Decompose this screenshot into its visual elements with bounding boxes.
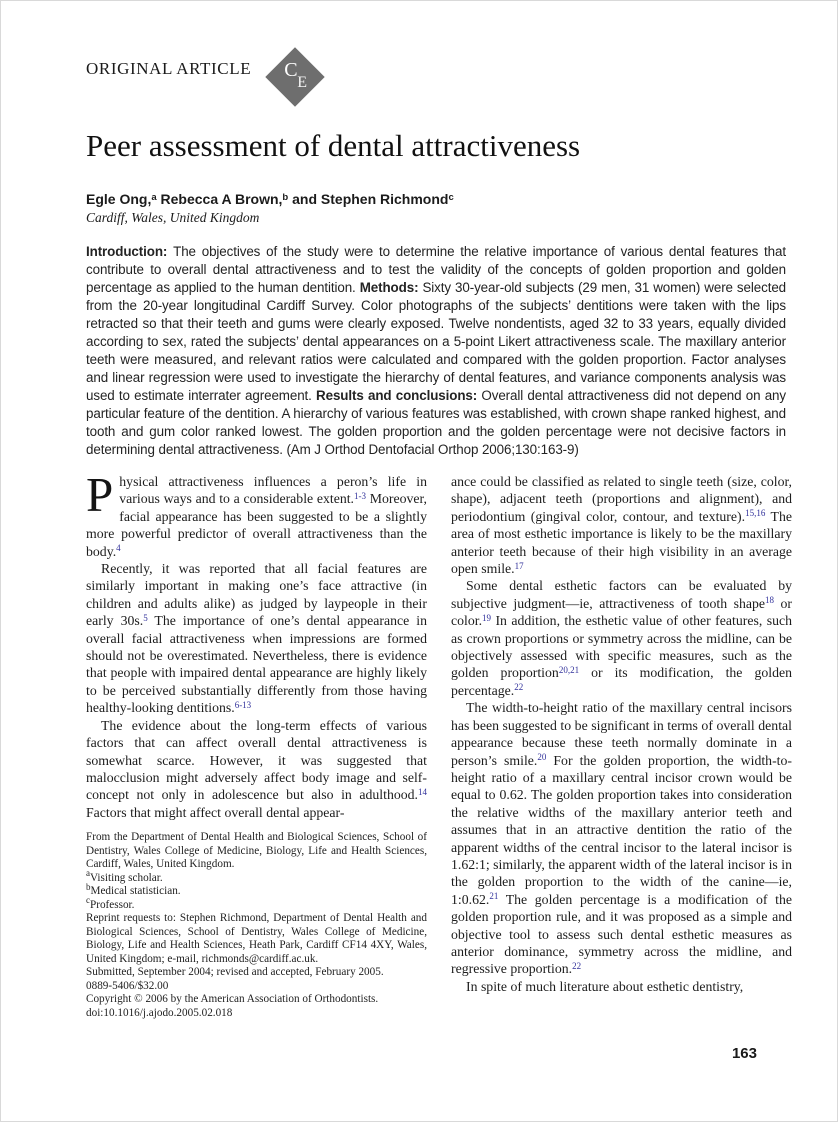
reference-superscript: 20 <box>537 752 547 762</box>
footnote-line: 0889-5406/$32.00 <box>86 979 169 992</box>
page-content <box>86 53 792 1020</box>
paragraph: The evidence about the long-term effects of various factors that can affect overall dental attractiveness is somewhat scarce. However, it was suggested that malocclusion might adversely affect body image and self-concept not only in adolescence but also in adulthood.$^{14}$ Factors that might affect overall dental appear- <box>86 717 427 820</box>
reference-superscript: 5 <box>143 612 148 623</box>
footnote-line: doi:10.1016/j.ajodo.2005.02.018 <box>86 1006 233 1019</box>
footnotes-block <box>86 831 427 1020</box>
ce-letter-c: C <box>284 59 298 81</box>
paragraph: Recently, it was reported that all facial features are similarly important in making one’s face attractive (in children and adults alike) as judged by laypeople in their early 30s.$^5$ The importance of one’s dental appearance in overall facial attractiveness when impressions are formed should not be overestimated. Nevertheless, there is evidence that people with impaired dental appearance are highly likely to be perceived substantially differently from those having healthy-looking dentitions.$^{6-13}$ <box>86 561 427 716</box>
ce-letter-e: E <box>297 74 307 91</box>
reference-superscript: c <box>448 192 454 203</box>
footnote-line: $^c$Professor. <box>86 895 135 911</box>
reference-superscript: 15,16 <box>745 508 766 519</box>
left-column <box>86 467 427 1020</box>
authors-line: Egle Ong,$^a$ Rebecca A Brown,$^b$ and Stephen Richmond$^c$ <box>86 191 454 207</box>
reference-superscript: 19 <box>482 612 492 623</box>
reference-superscript: 17 <box>514 560 524 571</box>
article-title: Peer assessment of dental attractiveness <box>86 128 581 163</box>
reference-superscript: 1-3 <box>354 490 367 501</box>
reference-superscript: a <box>86 868 90 879</box>
footnote-line: Copyright © 2006 by the American Association of Orthodontists. <box>86 993 379 1006</box>
reference-superscript: 6-13 <box>234 699 252 710</box>
ce-logo <box>263 47 327 107</box>
reference-superscript: 20,21 <box>558 664 580 675</box>
reference-superscript: c <box>86 895 90 906</box>
abstract-paragraph: Introduction: The objectives of the study were to determine the relative importance of various dental features that contribute to overall dental attractiveness and to test the validity of the concepts of golden proportion and golden percentage as applied to the human dentition. Methods: Sixty 30-year-old subjects (29 men, 31 women) were selected from the 20-year longitudinal Cardiff Survey. Color photographs of the subjects’ dentitions were taken with the lips retracted so that their teeth and gums were clearly exposed. Twelve nondentists, aged 32 to 33 years, equally divided according to sex, rated the subjects’ dental appearances on a 5-point Likert attractiveness scale. The maxillary anterior teeth were measured, and relevant ratios were calculated and compared with the golden proportion. Factor analyses and linear regression were used to investigate the hierarchy of dental features, and variance components analysis was used to estimate interrater agreement. Results and conclusions: Overall dental attractiveness did not depend on any particular feature of the dentition. A hierarchy of various features was established, with crown shape ranked highest, and tooth and gum color ranked lowest. The golden proportion and the golden percentage were not decisive factors in determining dental attractiveness. (Am J Orthod Dentofacial Orthop 2006;130:163-9) <box>86 244 787 457</box>
footnote-line: Submitted, September 2004; revised and accepted, February 2005. <box>86 966 384 979</box>
reference-superscript: a <box>151 192 157 203</box>
reference-superscript: 21 <box>489 891 499 902</box>
reference-superscript: 22 <box>572 960 582 971</box>
article-header <box>86 53 792 113</box>
paragraph-text: hysical attractiveness influences a peron’s life in various ways and to a considerable extent.$^{1-3}$ Moreover, facial appearance has been suggested to be a slightly more powerful predictor of overall attractiveness than the body.$^4$ <box>86 474 427 559</box>
article-type-label: ORIGINAL ARTICLE <box>86 59 252 78</box>
footnote-line: Reprint requests to: Stephen Richmond, Department of Dental Health and Biological Sciences, School of Dentistry, Wales College of Medicine, Biology, Life and Health Sciences, Heath Park, Cardiff CF14 4XY, Wales, United Kingdom; e-mail, richmonds@cardiff.ac.uk. <box>86 912 427 965</box>
reference-superscript: 14 <box>418 786 427 797</box>
reference-superscript: 22 <box>514 682 524 693</box>
right-column <box>451 473 792 1020</box>
footnote-line: $^b$Medical statistician. <box>86 881 181 898</box>
paragraph: In spite of much literature about esthetic dentistry, <box>466 978 744 994</box>
paragraph-intro <box>86 467 427 560</box>
reference-superscript: b <box>282 192 289 203</box>
reference-superscript: b <box>86 881 91 892</box>
paragraph: The width-to-height ratio of the maxillary central incisors has been suggested to be significant in terms of overall dental appearance because these teeth normally dominate in a person’s smile.$^{20}$ For the golden proportion, the width-to-height ratio of a maxillary central incisor crown would be equal to 0.62. The golden proportion takes into consideration the relative widths of the maxillary anterior teeth and assumes that in an attractive dentition the ratio of the apparent widths of the central incisor to the lateral incisor is 1.62:1; similarly, the apparent width of the lateral incisor is in the golden proportion to the width of the canine—ie, 1:0.62.21 The golden percentage is a modification of the golden proportion rule, and it was proposed as a simple and objective tool to assess such dental esthetic measures as anterior dominance, symmetry across the midline, and regressive proportion.$^{22}$ <box>451 700 792 977</box>
footnote-line: $^a$Visiting scholar. <box>86 868 163 884</box>
footnote-line: From the Department of Dental Health and Biological Sciences, School of Dentistry, Wales College of Medicine, Biology, Life and Health Sciences, Cardiff, Wales, United Kingdom. <box>86 831 427 871</box>
paragraph: Some dental esthetic factors can be evaluated by subjective judgment—ie, attractiveness of tooth shape$^{18}$ or color.$^{19}$ In addition, the esthetic value of other features, such as crown proportions or symmetry across the midline, can be objectively assessed with specific measures, such as the golden proportion$^{20,21}$ or its modification, the golden percentage.$^{22}$ <box>451 578 792 698</box>
drop-cap: P <box>86 467 114 522</box>
reference-superscript: 4 <box>116 543 121 554</box>
page-number: 163 <box>731 1045 757 1062</box>
affiliation-line: Cardiff, Wales, United Kingdom <box>86 210 260 225</box>
body-columns <box>86 467 792 1020</box>
reference-superscript: 18 <box>765 595 775 606</box>
paragraph: ance could be classified as related to single teeth (size, color, shape), adjacent teeth (proportions and alignment), and periodontium (gingival color, contour, and texture).$^{15,16}$ The area of most esthetic importance is likely to be the maxillary anterior teeth because of their high visibility in an average open smile.$^{17}$ <box>451 474 792 577</box>
